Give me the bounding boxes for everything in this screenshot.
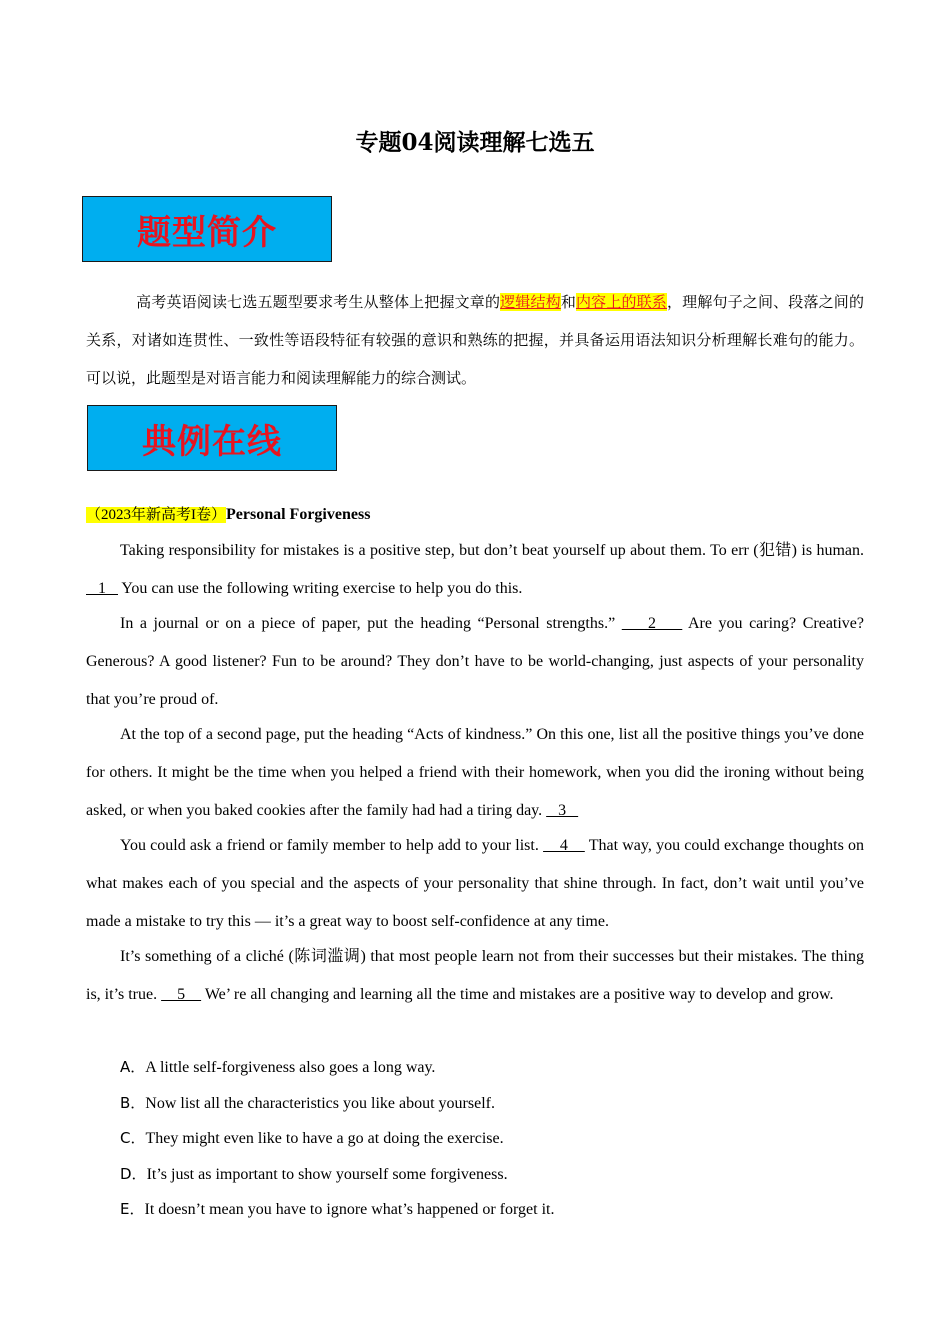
passage-paragraph: At the top of a second page, put the heading “Acts of kindness.” On this one, list all the positive things you’ve done for others. It might be the time when you helped a friend with their homework, when you did the ironing without being asked, or when you baked cookies after the family had had a tiring day. 3 xyxy=(86,726,864,819)
passage-paragraph: It’s something of a cliché (陈词滥调) that most people learn not from their successes but their mistakes. The thing is, it’s true. 5 We’ re all changing and learning all the time and mistakes are a positive way to develop and grow. xyxy=(86,948,864,1003)
highlight-content-connection: 内容上的联系 xyxy=(575,293,667,311)
section-heading-examples-text: 典例在线 xyxy=(142,421,282,462)
passage-title: Personal Forgiveness xyxy=(226,506,371,523)
blank-5: 5 xyxy=(161,986,202,1003)
passage-paragraph: In a journal or on a piece of paper, put the heading “Personal strengths.” 2 Are you caring? Creative? Generous? A good listener? Fun to be around? They don’t have to be world-changing, just aspects of your personality that you’re proud of. xyxy=(86,615,865,708)
blank-3: 3 xyxy=(546,802,579,819)
passage xyxy=(86,532,864,1011)
passage-paragraph: Taking responsibility for mistakes is a positive step, but don’t beat yourself up about them. To err (犯错) is human. 1 You can use the following writing exercise to help you do this. xyxy=(86,542,864,597)
option-a: A．A little self-forgiveness also goes a long way. xyxy=(120,1058,436,1076)
blank-2: 2 xyxy=(621,615,683,632)
blank-1: 1 xyxy=(86,580,118,597)
page-title: 专题04阅读理解七选五 xyxy=(355,129,595,156)
source-tag: （2023年新高考I卷） xyxy=(86,507,226,523)
intro-paragraph: 高考英语阅读七选五题型要求考生从整体上把握文章的逻辑结构和内容上的联系，理解句子之间、段落之间的关系，对诸如连贯性、一致性等语段特征有较强的意识和熟练的把握，并具备运用语法知识分析理解长难句的能力。可以说，此题型是对语言能力和阅读理解能力的综合测试。 xyxy=(86,293,864,387)
answer-options xyxy=(120,1050,554,1228)
option-b: B．Now list all the characteristics you like about yourself. xyxy=(120,1093,495,1112)
section-heading-intro-text: 题型简介 xyxy=(137,212,277,253)
section-heading-intro xyxy=(82,196,332,262)
section-heading-examples xyxy=(87,405,337,471)
passage-paragraph: You could ask a friend or family member to help add to your list. 4 That way, you could exchange thoughts on what makes each of you special and the aspects of your personality that shine through. In fact, don’t wait until you’ve made a mistake to try this — it’s a great way to boost self-confidence at any time. xyxy=(86,837,865,930)
highlight-logic-structure: 逻辑结构 xyxy=(500,293,561,311)
source-line xyxy=(86,503,370,527)
option-e: E．It doesn’t mean you have to ignore what’s happened or forget it. xyxy=(120,1200,555,1218)
blank-4: 4 xyxy=(543,837,585,854)
option-d: D．It’s just as important to show yourself some forgiveness. xyxy=(120,1164,508,1183)
option-c: C．They might even like to have a go at doing the exercise. xyxy=(120,1129,504,1147)
